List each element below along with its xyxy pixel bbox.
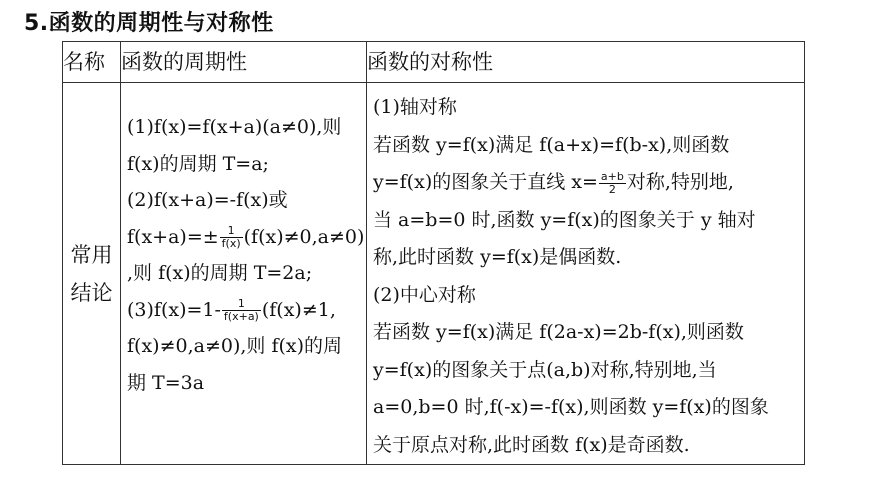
periodicity-line: 期 T=3a xyxy=(127,371,205,394)
symmetry-line xyxy=(373,164,800,202)
periodicity-cell xyxy=(121,83,367,465)
fraction-numerator: a+b xyxy=(600,169,624,183)
header-periodicity: 函数的周期性 xyxy=(121,42,367,83)
periodicity-line: ,则 f(x)的周期 T=2a; xyxy=(127,262,313,284)
periodicity-text: (3)f(x)=1- xyxy=(127,298,221,321)
symmetry-line: 当 a=b=0 时,函数 y=f(x)的图象关于 y 轴对 xyxy=(373,208,756,231)
symmetry-cell xyxy=(367,83,805,465)
symmetry-line: a=0,b=0 时,f(-x)=-f(x),则函数 y=f(x)的图象 xyxy=(373,396,769,418)
periodicity-line: (2)f(x+a)=-f(x)或 xyxy=(127,189,288,211)
symmetry-text: 对称,特别地, xyxy=(626,171,734,193)
symmetry-line: 称,此时函数 y=f(x)是偶函数. xyxy=(373,246,622,268)
conclusions-table xyxy=(62,41,805,465)
fraction-numerator: 1 xyxy=(220,225,243,238)
header-name: 名称 xyxy=(63,42,121,83)
periodicity-line xyxy=(127,292,362,329)
row-label-line2: 结论 xyxy=(70,280,113,305)
fraction xyxy=(220,225,243,250)
symmetry-text: y=f(x)的图象关于直线 x= xyxy=(373,171,598,193)
symmetry-line: y=f(x)的图象关于点(a,b)对称,特别地,当 xyxy=(373,358,717,381)
periodicity-text: f(x+a)=± xyxy=(127,225,219,248)
periodicity-line: f(x)≠0,a≠0),则 f(x)的周 xyxy=(127,335,343,357)
fraction-numerator: 1 xyxy=(222,298,261,311)
table-row xyxy=(63,83,805,465)
symmetry-line: 若函数 y=f(x)满足 f(2a-x)=2b-f(x),则函数 xyxy=(373,321,744,343)
symmetry-line: (2)中心对称 xyxy=(373,283,476,306)
row-label-line1: 常用 xyxy=(70,242,113,267)
symmetry-line: 关于原点对称,此时函数 f(x)是奇函数. xyxy=(373,433,690,456)
header-symmetry: 函数的对称性 xyxy=(367,42,805,83)
periodicity-text: (f(x)≠1, xyxy=(261,298,336,321)
fraction-denominator: f(x) xyxy=(221,237,241,250)
row-label xyxy=(63,83,121,465)
symmetry-line: 若函数 y=f(x)满足 f(a+x)=f(b-x),则函数 xyxy=(373,133,730,156)
fraction xyxy=(222,298,261,323)
fraction-denominator: 2 xyxy=(608,182,616,196)
periodicity-line xyxy=(127,219,365,256)
fraction-denominator: f(x+a) xyxy=(223,310,259,323)
fraction xyxy=(599,171,626,196)
table-header-row xyxy=(63,42,805,83)
periodicity-text: (f(x)≠0,a≠0) xyxy=(243,225,365,248)
periodicity-line: f(x)的周期 T=a; xyxy=(127,152,269,175)
section-title: 5.函数的周期性与对称性 xyxy=(24,11,274,36)
symmetry-line: (1)轴对称 xyxy=(373,96,457,118)
periodicity-line: (1)f(x)=f(x+a)(a≠0),则 xyxy=(127,116,342,138)
